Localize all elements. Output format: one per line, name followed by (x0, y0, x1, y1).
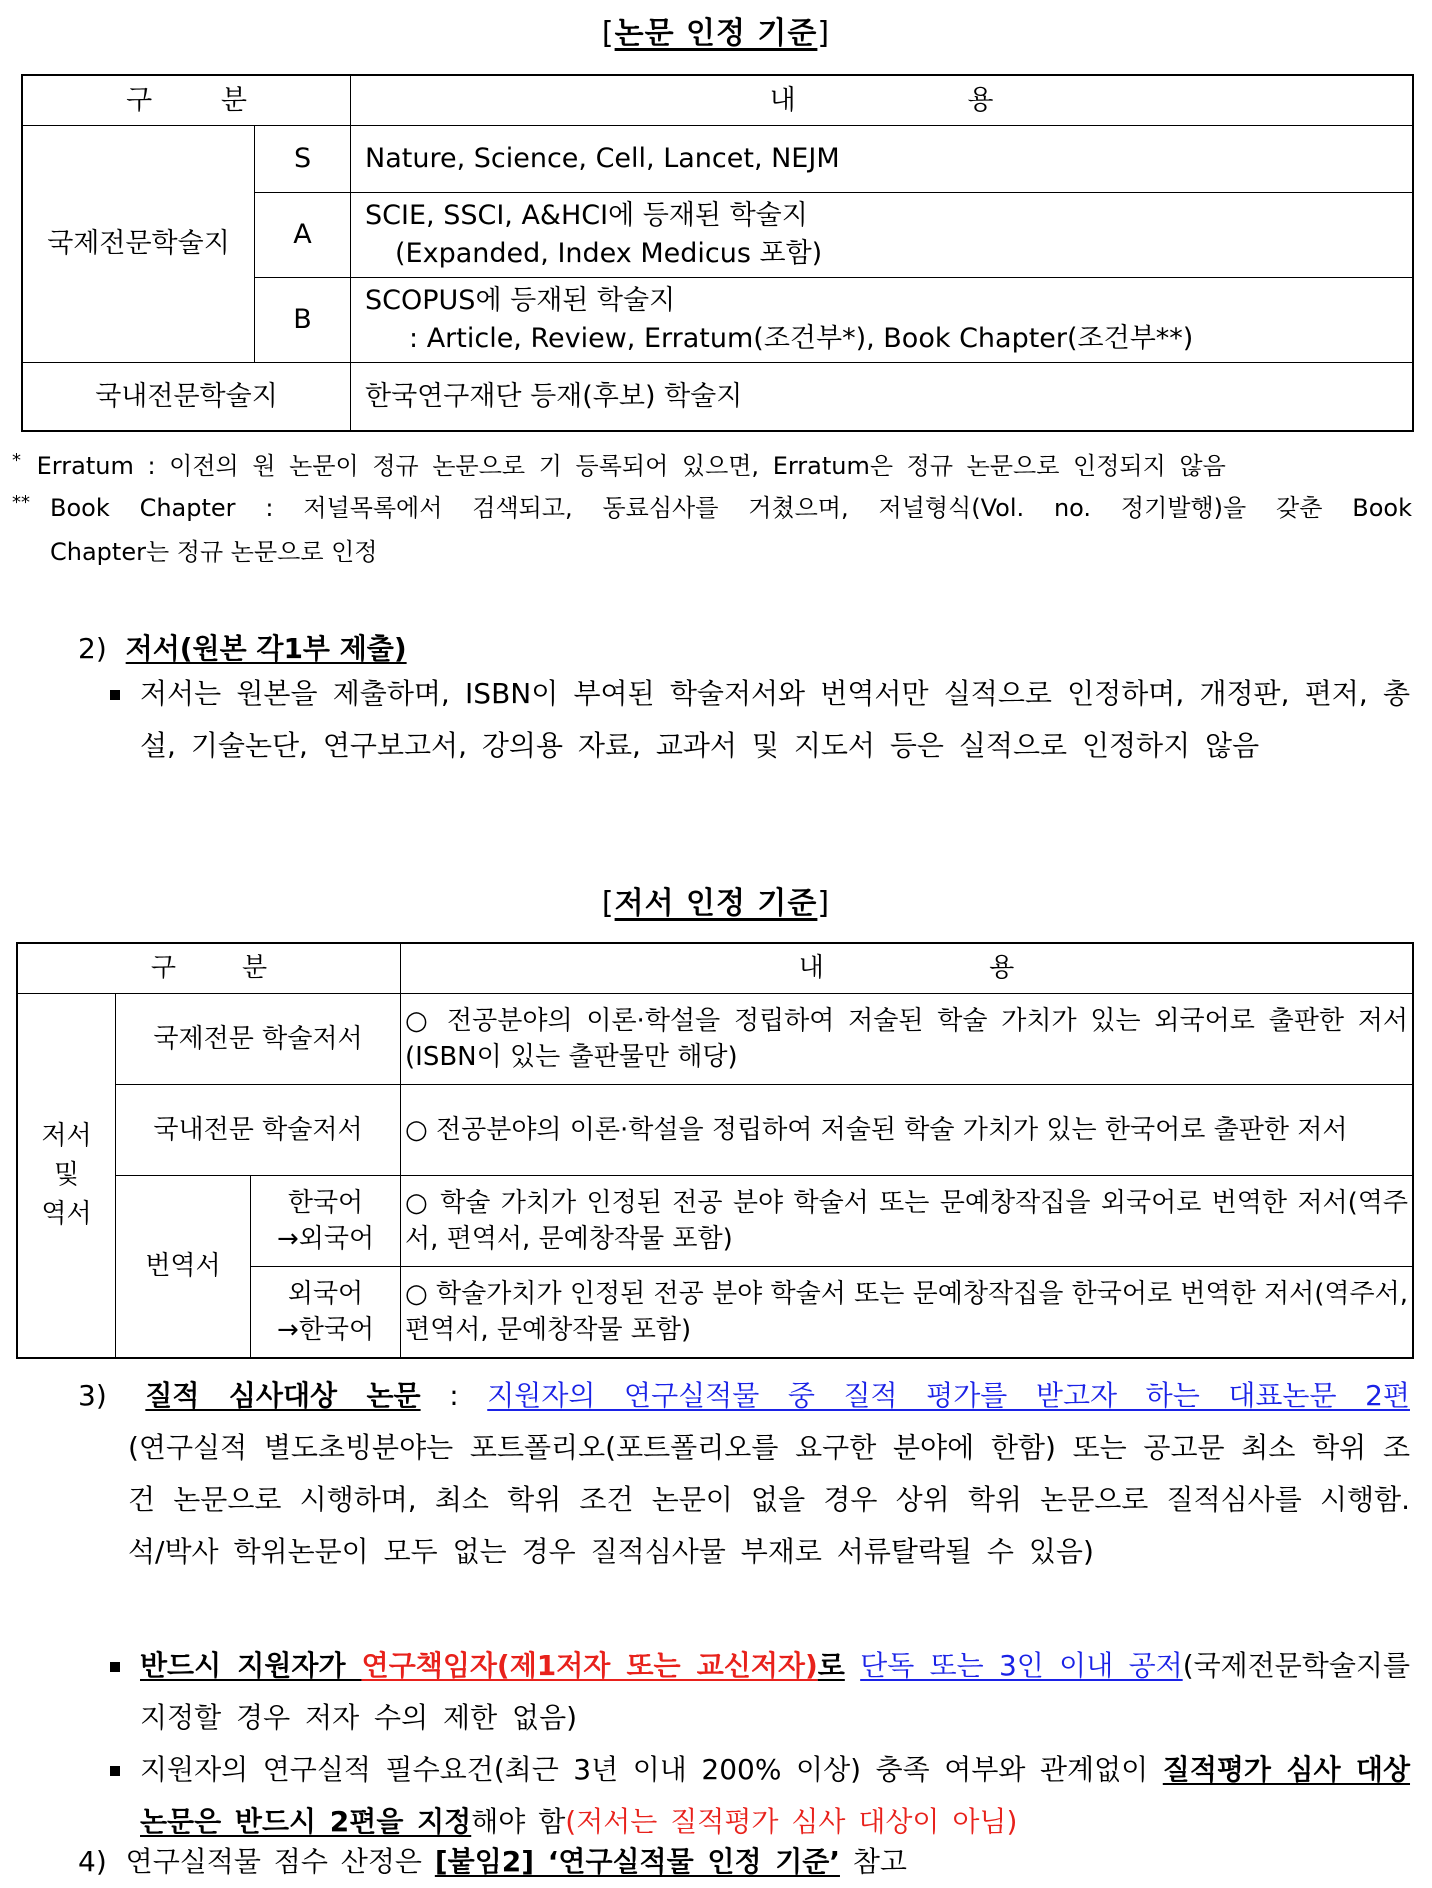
domestic-book-label: 국내전문 학술저서 (116, 1085, 401, 1176)
header-category: 구 분 (18, 944, 401, 994)
bullet-square (110, 1662, 120, 1672)
grade-a-line1: SCIE, SSCI, A&HCI에 등재된 학술지 (365, 200, 808, 232)
section-3 (78, 1370, 1410, 1578)
grade-b-line1: SCOPUS에 등재된 학술지 (365, 285, 676, 317)
book-table-title: [저서 인정 기준] (601, 886, 831, 921)
table-row (18, 1176, 1413, 1267)
footnote-text: Book Chapter : 저널목록에서 검색되고, 동료심사를 거쳤으며, 저널형식(Vol. no. 정기발행)을 갖춘 Book (50, 494, 1412, 522)
grade-b-line2: : Article, Review, Erratum(조건부*), Book Chapter(조건부**) (409, 323, 1194, 354)
footnote-book-chapter-cont: Chapter는 정규 논문으로 인정 (50, 538, 378, 566)
table-row (18, 994, 1413, 1085)
section-4: 4) 연구실적물 점수 산정은 [붙임2] ‘연구실적물 인정 기준’ 참고 (78, 1845, 907, 1878)
foreign-to-ko-content: ○ 학술가치가 인정된 전공 분야 학술서 또는 문예창작집을 한국어로 번역한 저서(역주서, 편역서, 문예창작물 포함) (401, 1267, 1413, 1358)
footnote-erratum (12, 444, 1412, 491)
section-3-first-line: 3) 질적 심사대상 논문 : 지원자의 연구실적물 중 질적 평가를 받고자 하는 대표논문 2편 (78, 1379, 1410, 1412)
bullet-square (110, 1766, 120, 1776)
section-3-body: (연구실적 별도초빙분야는 포트폴리오(포트폴리오를 요구한 분야에 한함) 또는 공고문 최소 학위 조건 논문으로 시행하며, 최소 학위 조건 논문이 없을 경우 상위 학위 논문으로 질적심사를 시행함. 석/박사 학위논문이 모두 없는 경우 질적심사물 부재로 서류탈락될 수 있음) (128, 1431, 1410, 1568)
intl-book-content: ○ 전공분야의 이론·학설을 정립하여 저술된 학술 가치가 있는 외국어로 출판한 저서 (ISBN이 있는 출판물만 해당) (401, 994, 1413, 1085)
section-3-title: 질적 심사대상 논문 (145, 1379, 421, 1412)
section-3-highlight: 지원자의 연구실적물 중 질적 평가를 받고자 하는 대표논문 2편 (487, 1379, 1410, 1412)
section-3-bullet-1: 반드시 지원자가 연구책임자(제1저자 또는 교신저자)로 단독 또는 3인 이내 공저(국제전문학술지를 지정할 경우 저자 수의 제한 없음) (140, 1649, 1410, 1734)
foreign-to-ko-label: 외국어 →한국어 (251, 1267, 401, 1358)
section-2-heading: 2) 저서(원본 각1부 제출) (78, 632, 407, 665)
grade-a-content (351, 193, 1413, 278)
footnote-book-chapter (12, 486, 1412, 533)
domestic-journal-content: 한국연구재단 등재(후보) 학술지 (351, 363, 1413, 431)
paper-criteria-table (22, 75, 1413, 431)
section-2-title: 저서(원본 각1부 제출) (125, 632, 407, 665)
section-3-bullet-2: 지원자의 연구실적 필수요건(최근 3년 이내 200% 이상) 충족 여부와 관계없이 질적평가 심사 대상 논문은 반드시 2편을 지정해야 함(저서는 질적평가 심사 대상이 아님) (140, 1753, 1411, 1838)
grade-s: S (255, 126, 351, 193)
header-content: 내 용 (351, 76, 1413, 126)
footnote-mark: ** (12, 492, 30, 513)
domestic-journal-label: 국내전문학술지 (23, 363, 351, 431)
domestic-book-content: ○ 전공분야의 이론·학설을 정립하여 저술된 학술 가치가 있는 한국어로 출판한 저서 (401, 1085, 1413, 1176)
ko-to-foreign-content: ○ 학술 가치가 인정된 전공 분야 학술서 또는 문예창작집을 외국어로 번역한 저서(역주서, 편역서, 문예창작물 포함) (401, 1176, 1413, 1267)
footnote-text: Erratum : 이전의 원 논문이 정규 논문으로 기 등록되어 있으면, Erratum은 정규 논문으로 인정되지 않음 (36, 452, 1226, 480)
ko-to-foreign-label: 한국어 →외국어 (251, 1176, 401, 1267)
book-criteria-table (17, 943, 1413, 1358)
section-2-bullet: 저서는 원본을 제출하며, ISBN이 부여된 학술저서와 번역서만 실적으로 인정하며, 개정판, 편저, 총설, 기술논단, 연구보고서, 강의용 자료, 교과서 및 지도서 등은 실적으로 인정하지 않음 (140, 677, 1410, 762)
intl-book-label: 국제전문 학술저서 (116, 994, 401, 1085)
grade-b-content (351, 278, 1413, 363)
table-row (23, 126, 1413, 193)
footnote-mark: * (12, 450, 21, 471)
translation-label: 번역서 (116, 1176, 251, 1358)
attachment-reference: [붙임2] ‘연구실적물 인정 기준’ (434, 1845, 840, 1878)
table-header-row (18, 944, 1413, 994)
paper-table-title: [논문 인정 기준] (601, 16, 831, 51)
header-content: 내 용 (401, 944, 1413, 994)
intl-journal-label: 국제전문학술지 (23, 126, 255, 363)
grade-a-line2: (Expanded, Index Medicus 포함) (395, 238, 823, 269)
table-row (23, 363, 1413, 431)
books-group-label: 저서 및 역서 (18, 994, 116, 1358)
table-row (18, 1085, 1413, 1176)
header-category: 구 분 (23, 76, 351, 126)
table-header-row (23, 76, 1413, 126)
grade-s-content: Nature, Science, Cell, Lancet, NEJM (351, 126, 1413, 193)
bullet-square (110, 690, 120, 700)
grade-b: B (255, 278, 351, 363)
grade-a: A (255, 193, 351, 278)
